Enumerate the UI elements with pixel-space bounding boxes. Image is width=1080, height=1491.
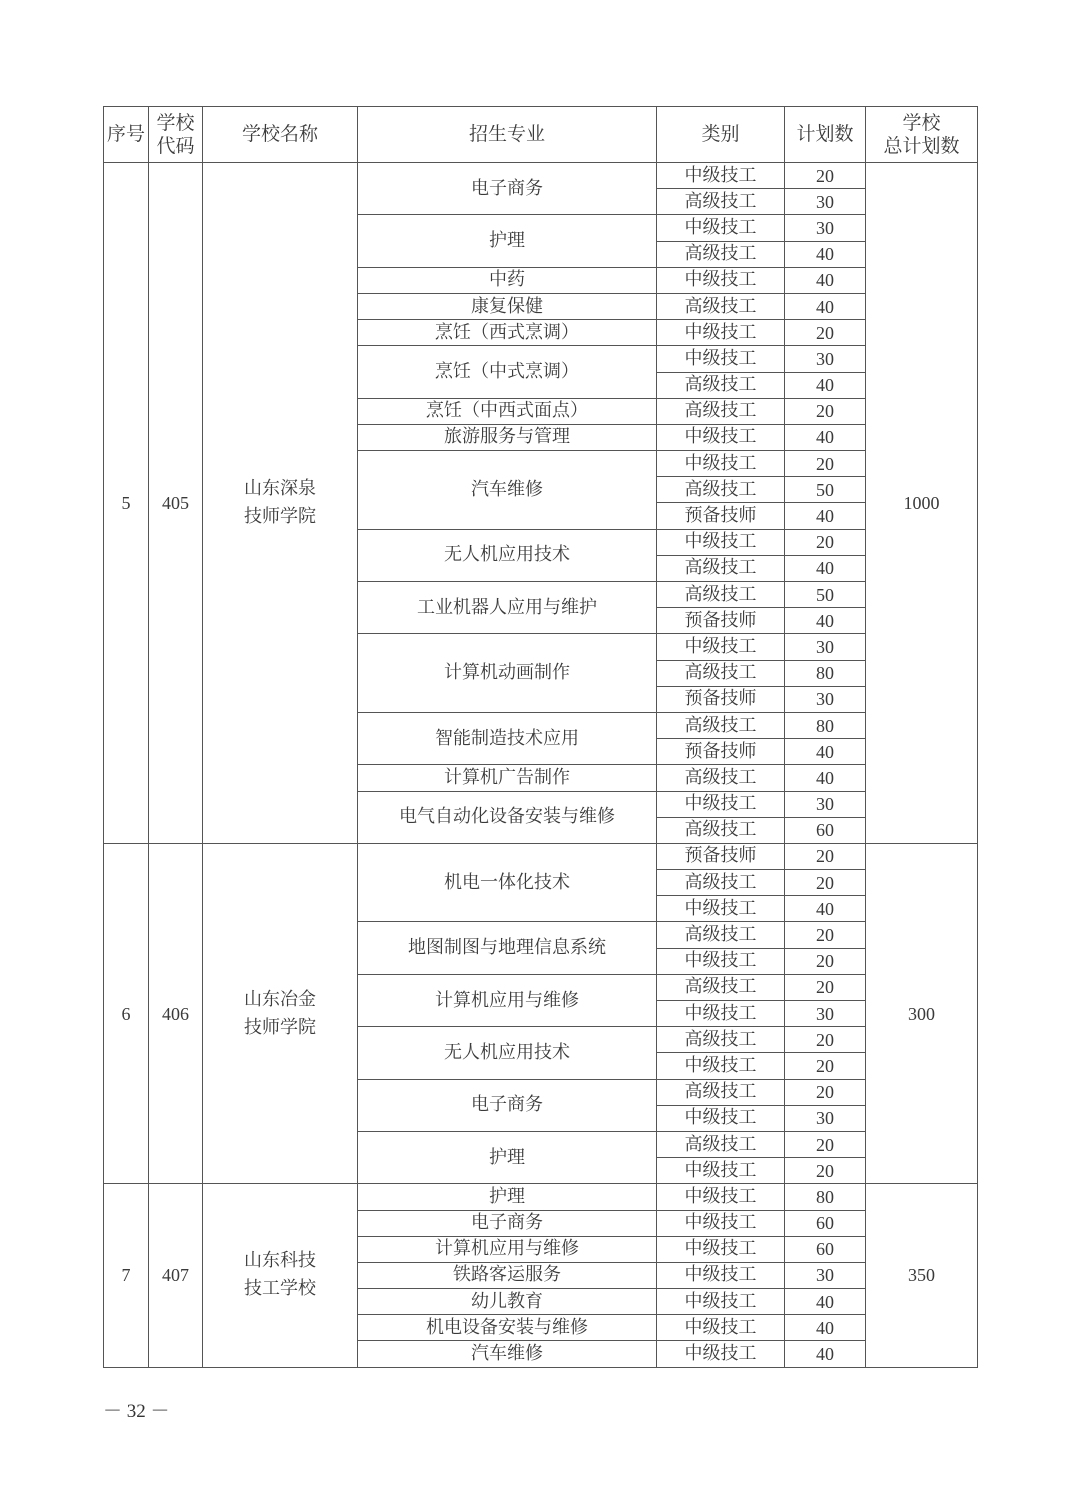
cell-category: 高级技工 <box>657 582 785 608</box>
cell-major: 护理 <box>358 1184 657 1210</box>
cell-category: 中级技工 <box>657 1105 785 1131</box>
cell-major: 机电设备安装与维修 <box>358 1315 657 1341</box>
cell-major: 计算机应用与维修 <box>358 1236 657 1262</box>
cell-category: 预备技师 <box>657 686 785 712</box>
table-row <box>104 1184 978 1210</box>
cell-plan: 40 <box>785 896 866 922</box>
header-school-code <box>149 107 203 163</box>
cell-category: 中级技工 <box>657 791 785 817</box>
cell-category: 高级技工 <box>657 1079 785 1105</box>
table-row <box>104 843 978 869</box>
cell-plan: 40 <box>785 765 866 791</box>
cell-plan: 20 <box>785 948 866 974</box>
cell-plan: 40 <box>785 555 866 581</box>
school-name-line2: 技工学校 <box>244 1278 316 1300</box>
header-major: 招生专业 <box>358 107 657 163</box>
cell-category: 高级技工 <box>657 1131 785 1157</box>
cell-major: 中药 <box>358 267 657 293</box>
school-name-line1: 山东深泉 <box>244 477 316 499</box>
cell-major: 智能制造技术应用 <box>358 712 657 764</box>
cell-major: 烹饪（中西式面点） <box>358 398 657 424</box>
cell-plan: 30 <box>785 346 866 372</box>
cell-plan: 20 <box>785 1131 866 1157</box>
cell-seq: 7 <box>104 1184 149 1367</box>
cell-category: 高级技工 <box>657 817 785 843</box>
cell-major: 计算机应用与维修 <box>358 974 657 1026</box>
school-name-line1: 山东科技 <box>244 1250 316 1272</box>
cell-plan: 20 <box>785 398 866 424</box>
cell-school-name <box>203 843 358 1183</box>
cell-category: 高级技工 <box>657 189 785 215</box>
cell-plan: 80 <box>785 660 866 686</box>
header-school-total <box>866 107 978 163</box>
cell-plan: 20 <box>785 974 866 1000</box>
cell-plan: 30 <box>785 791 866 817</box>
cell-major: 旅游服务与管理 <box>358 424 657 450</box>
cell-major: 计算机广告制作 <box>358 765 657 791</box>
cell-major: 汽车维修 <box>358 1341 657 1367</box>
cell-category: 中级技工 <box>657 1158 785 1184</box>
cell-major: 幼儿教育 <box>358 1289 657 1315</box>
cell-plan: 50 <box>785 477 866 503</box>
cell-category: 中级技工 <box>657 1289 785 1315</box>
cell-major: 康复保健 <box>358 293 657 319</box>
cell-seq: 6 <box>104 843 149 1183</box>
cell-plan: 20 <box>785 870 866 896</box>
cell-plan: 20 <box>785 922 866 948</box>
cell-plan: 30 <box>785 686 866 712</box>
cell-category: 高级技工 <box>657 765 785 791</box>
cell-major: 计算机动画制作 <box>358 634 657 713</box>
cell-school-code: 407 <box>149 1184 203 1367</box>
table-body <box>104 163 978 1368</box>
cell-major: 护理 <box>358 1131 657 1183</box>
header-plan: 计划数 <box>785 107 866 163</box>
cell-category: 高级技工 <box>657 870 785 896</box>
cell-major: 烹饪（中式烹调） <box>358 346 657 398</box>
cell-plan: 50 <box>785 582 866 608</box>
header-seq: 序号 <box>104 107 149 163</box>
cell-category: 高级技工 <box>657 398 785 424</box>
cell-plan: 30 <box>785 1001 866 1027</box>
cell-plan: 20 <box>785 529 866 555</box>
cell-category: 高级技工 <box>657 922 785 948</box>
school-name-line1: 山东冶金 <box>244 988 316 1010</box>
header-school-code-line1: 学校 <box>156 111 195 134</box>
header-school-name: 学校名称 <box>203 107 358 163</box>
cell-category: 中级技工 <box>657 1236 785 1262</box>
cell-category: 中级技工 <box>657 1341 785 1367</box>
cell-category: 中级技工 <box>657 1053 785 1079</box>
cell-major: 烹饪（西式烹调） <box>358 320 657 346</box>
cell-plan: 20 <box>785 1158 866 1184</box>
table-row <box>104 163 978 189</box>
cell-category: 高级技工 <box>657 660 785 686</box>
cell-category: 中级技工 <box>657 1210 785 1236</box>
cell-category: 中级技工 <box>657 320 785 346</box>
cell-category: 高级技工 <box>657 293 785 319</box>
cell-major: 电子商务 <box>358 163 657 215</box>
cell-plan: 20 <box>785 843 866 869</box>
cell-category: 中级技工 <box>657 424 785 450</box>
cell-major: 铁路客运服务 <box>358 1262 657 1288</box>
cell-school-name <box>203 1184 358 1367</box>
enrollment-plan-table <box>103 106 978 1368</box>
table-header-row <box>104 107 978 163</box>
cell-plan: 40 <box>785 1289 866 1315</box>
cell-category: 中级技工 <box>657 451 785 477</box>
cell-major: 地图制图与地理信息系统 <box>358 922 657 974</box>
cell-category: 中级技工 <box>657 215 785 241</box>
cell-plan: 60 <box>785 1236 866 1262</box>
cell-school-code: 405 <box>149 163 203 844</box>
cell-plan: 80 <box>785 712 866 738</box>
cell-major: 工业机器人应用与维护 <box>358 582 657 634</box>
cell-category: 高级技工 <box>657 477 785 503</box>
header-school-code-line2: 代码 <box>156 134 195 157</box>
cell-category: 中级技工 <box>657 1001 785 1027</box>
cell-school-total: 1000 <box>866 163 978 844</box>
cell-category: 中级技工 <box>657 267 785 293</box>
cell-plan: 20 <box>785 320 866 346</box>
cell-category: 中级技工 <box>657 1315 785 1341</box>
header-category: 类别 <box>657 107 785 163</box>
cell-category: 高级技工 <box>657 1027 785 1053</box>
cell-plan: 20 <box>785 1079 866 1105</box>
cell-plan: 30 <box>785 1105 866 1131</box>
cell-category: 中级技工 <box>657 1184 785 1210</box>
header-school-total-line1: 学校 <box>902 111 941 134</box>
cell-category: 中级技工 <box>657 346 785 372</box>
cell-major: 电子商务 <box>358 1210 657 1236</box>
cell-category: 预备技师 <box>657 503 785 529</box>
cell-school-code: 406 <box>149 843 203 1183</box>
cell-plan: 30 <box>785 215 866 241</box>
cell-category: 高级技工 <box>657 974 785 1000</box>
cell-plan: 40 <box>785 293 866 319</box>
cell-category: 中级技工 <box>657 163 785 189</box>
cell-category: 中级技工 <box>657 529 785 555</box>
cell-plan: 40 <box>785 1341 866 1367</box>
cell-plan: 30 <box>785 634 866 660</box>
cell-plan: 60 <box>785 817 866 843</box>
cell-plan: 40 <box>785 739 866 765</box>
school-name-line2: 技师学院 <box>244 1016 316 1038</box>
cell-plan: 60 <box>785 1210 866 1236</box>
cell-major: 无人机应用技术 <box>358 1027 657 1079</box>
cell-school-name <box>203 163 358 844</box>
cell-category: 预备技师 <box>657 843 785 869</box>
cell-category: 预备技师 <box>657 608 785 634</box>
cell-category: 预备技师 <box>657 739 785 765</box>
cell-plan: 40 <box>785 503 866 529</box>
cell-category: 高级技工 <box>657 555 785 581</box>
cell-plan: 40 <box>785 372 866 398</box>
cell-plan: 30 <box>785 1262 866 1288</box>
cell-plan: 20 <box>785 1053 866 1079</box>
cell-plan: 20 <box>785 451 866 477</box>
cell-category: 中级技工 <box>657 634 785 660</box>
cell-plan: 40 <box>785 1315 866 1341</box>
cell-school-total: 350 <box>866 1184 978 1367</box>
cell-plan: 80 <box>785 1184 866 1210</box>
cell-category: 中级技工 <box>657 1262 785 1288</box>
cell-seq: 5 <box>104 163 149 844</box>
cell-category: 高级技工 <box>657 241 785 267</box>
cell-major: 机电一体化技术 <box>358 843 657 922</box>
cell-plan: 40 <box>785 267 866 293</box>
cell-school-total: 300 <box>866 843 978 1183</box>
page-number: － 32 － <box>103 1401 170 1422</box>
cell-major: 无人机应用技术 <box>358 529 657 581</box>
cell-major: 电子商务 <box>358 1079 657 1131</box>
cell-major: 汽车维修 <box>358 451 657 530</box>
cell-category: 高级技工 <box>657 372 785 398</box>
cell-category: 中级技工 <box>657 948 785 974</box>
header-school-total-line2: 总计划数 <box>883 134 960 157</box>
school-name-line2: 技师学院 <box>244 505 316 527</box>
cell-major: 护理 <box>358 215 657 267</box>
cell-plan: 30 <box>785 189 866 215</box>
cell-major: 电气自动化设备安装与维修 <box>358 791 657 843</box>
cell-plan: 40 <box>785 608 866 634</box>
cell-category: 高级技工 <box>657 712 785 738</box>
cell-plan: 20 <box>785 1027 866 1053</box>
cell-plan: 40 <box>785 424 866 450</box>
cell-plan: 40 <box>785 241 866 267</box>
cell-plan: 20 <box>785 163 866 189</box>
cell-category: 中级技工 <box>657 896 785 922</box>
